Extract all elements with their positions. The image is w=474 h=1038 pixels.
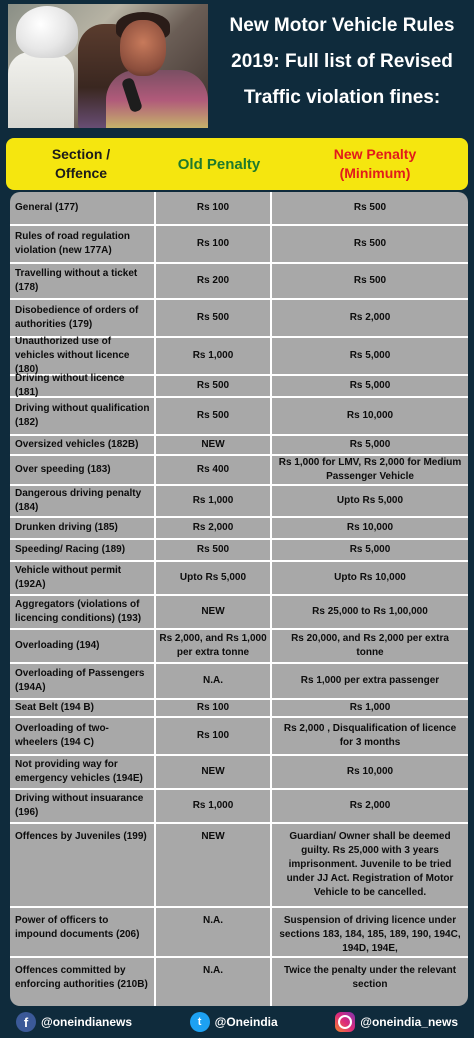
old-penalty-cell: Rs 100	[196, 238, 230, 249]
offence-cell: Driving without licence (181)	[15, 373, 125, 398]
old-penalty-cell: Rs 100	[196, 730, 230, 741]
old-penalty-cell: NEW	[201, 831, 225, 842]
offence-cell: Offences committed by enforcing authorities (210B)	[15, 965, 148, 990]
offence-cell: Seat Belt (194 B)	[15, 702, 94, 713]
table-row	[10, 562, 468, 596]
table-row	[10, 436, 468, 456]
old-penalty-cell: Rs 400	[196, 464, 230, 475]
offence-cell: Power of officers to impound documents (206)	[15, 915, 140, 940]
old-penalty-cell: Rs 500	[196, 410, 230, 421]
old-penalty-cell: Rs 2,000, and Rs 1,000 per extra tonne	[159, 633, 267, 658]
twitter-icon: t	[190, 1012, 210, 1032]
header-new-penalty: New Penalty (Minimum)	[333, 146, 417, 181]
offence-cell: Disobedience of orders of authorities (179)	[15, 305, 139, 330]
offence-cell: Travelling without a ticket (178)	[15, 268, 138, 293]
offence-cell: Not providing way for emergency vehicles (194E)	[15, 759, 143, 784]
old-penalty-cell: Rs 500	[196, 544, 230, 555]
new-penalty-cell: Rs 2,000	[349, 312, 391, 323]
table-row	[10, 300, 468, 338]
penalty-table	[10, 192, 468, 1006]
old-penalty-cell: Upto Rs 5,000	[179, 572, 247, 583]
table-row	[10, 338, 468, 376]
offence-cell: Aggregators (violations of licencing conditions) (193)	[15, 599, 142, 624]
page-title	[216, 8, 468, 116]
new-penalty-cell: Rs 5,000	[349, 350, 391, 361]
new-penalty-cell: Rs 5,000	[349, 439, 391, 450]
title-line-1: New Motor Vehicle Rules	[229, 15, 455, 36]
table-row	[10, 398, 468, 436]
new-penalty-cell: Rs 500	[353, 202, 387, 213]
new-penalty-cell: Suspension of driving licence under sections 183, 184, 185, 189, 190, 194C, 194D, 194E,	[279, 915, 461, 954]
new-penalty-cell: Twice the penalty under the relevant section	[283, 965, 457, 990]
twitter-handle[interactable]: t @Oneindia	[190, 1012, 278, 1032]
offence-cell: Rules of road regulation violation (new 177A)	[15, 231, 131, 256]
offence-cell: Oversized vehicles (182B)	[15, 439, 139, 450]
table-row	[10, 958, 468, 1000]
offence-cell: Offences by Juveniles (199)	[15, 831, 147, 842]
table-row	[10, 756, 468, 790]
old-penalty-cell: Rs 2,000	[192, 522, 234, 533]
offence-cell: Drunken driving (185)	[15, 522, 118, 533]
new-penalty-cell: Rs 10,000	[346, 522, 394, 533]
social-footer	[16, 1010, 458, 1034]
old-penalty-cell: Rs 1,000	[192, 495, 234, 506]
table-row	[10, 518, 468, 540]
header-section-offence: Section / Offence	[51, 146, 111, 181]
new-penalty-cell: Rs 500	[353, 275, 387, 286]
facebook-handle[interactable]: f @oneindianews	[16, 1012, 132, 1032]
instagram-handle[interactable]: @oneindia_news	[335, 1012, 458, 1032]
new-penalty-cell: Rs 1,000 per extra passenger	[300, 675, 440, 686]
table-row	[10, 540, 468, 562]
old-penalty-cell: Rs 200	[196, 275, 230, 286]
table-row	[10, 790, 468, 824]
offence-cell: Vehicle without permit (192A)	[15, 565, 122, 590]
old-penalty-cell: Rs 100	[196, 202, 230, 213]
offence-cell: Driving without qualification (182)	[15, 403, 150, 428]
old-penalty-cell: Rs 1,000	[192, 350, 234, 361]
table-row	[10, 700, 468, 718]
new-penalty-cell: Rs 5,000	[349, 544, 391, 555]
new-penalty-cell: Upto Rs 10,000	[334, 572, 406, 583]
old-penalty-cell: Rs 1,000	[192, 800, 234, 811]
table-row	[10, 664, 468, 700]
table-row	[10, 718, 468, 756]
table-row	[10, 373, 468, 398]
offence-cell: Dangerous driving penalty (184)	[15, 488, 142, 513]
old-penalty-cell: NEW	[201, 606, 225, 617]
offence-cell: Over speeding (183)	[15, 464, 111, 475]
table-header	[6, 138, 468, 190]
table-row	[10, 630, 468, 664]
table-row	[10, 486, 468, 518]
table-row	[10, 908, 468, 958]
offence-cell: Driving without insuarance (196)	[15, 793, 144, 818]
old-penalty-cell: Rs 500	[196, 380, 230, 391]
table-row	[10, 192, 468, 226]
new-penalty-cell: Rs 2,000 , Disqualification of licence for 3 months	[283, 723, 457, 748]
new-penalty-cell: Guardian/ Owner shall be deemed guilty. Rs 25,000 with 3 years imprisonment. Juvenile to be tried under JJ Act. Registration of Motor Vehicle to be cancelled.	[286, 831, 454, 898]
new-penalty-cell: Rs 10,000	[346, 766, 394, 777]
new-penalty-cell: Rs 1,000 for LMV, Rs 2,000 for Medium Passenger Vehicle	[278, 457, 462, 482]
offence-cell: Overloading (194)	[15, 640, 100, 651]
old-penalty-cell: Rs 100	[196, 702, 230, 713]
offence-cell: General (177)	[15, 202, 79, 213]
new-penalty-cell: Rs 25,000 to Rs 1,00,000	[312, 606, 428, 617]
offence-cell: Overloading of Passengers (194A)	[15, 668, 145, 693]
old-penalty-cell: NEW	[201, 439, 225, 450]
facebook-icon: f	[16, 1012, 36, 1032]
new-penalty-cell: Rs 20,000, and Rs 2,000 per extra tonne	[291, 633, 449, 658]
table-row	[10, 456, 468, 486]
table-row	[10, 824, 468, 908]
new-penalty-cell: Rs 500	[353, 238, 387, 249]
header-old-penalty: Old Penalty	[177, 155, 261, 173]
old-penalty-cell: N.A.	[203, 965, 223, 976]
new-penalty-cell: Upto Rs 5,000	[336, 495, 404, 506]
table-row	[10, 226, 468, 264]
instagram-icon	[335, 1012, 355, 1032]
title-line-3: Traffic violation fines:	[243, 87, 441, 108]
new-penalty-cell: Rs 2,000	[349, 800, 391, 811]
offence-cell: Speeding/ Racing (189)	[15, 544, 126, 555]
old-penalty-cell: N.A.	[203, 915, 223, 926]
header-photo	[8, 4, 208, 128]
old-penalty-cell: Rs 500	[196, 312, 230, 323]
table-row	[10, 596, 468, 630]
table-row	[10, 264, 468, 300]
title-line-2: 2019: Full list of Revised	[231, 51, 453, 72]
new-penalty-cell: Rs 1,000	[349, 702, 391, 713]
new-penalty-cell: Rs 5,000	[349, 380, 391, 391]
new-penalty-cell: Rs 10,000	[346, 410, 394, 421]
offence-cell: Unauthorized use of vehicles without licence (180)	[15, 336, 130, 375]
offence-cell: Overloading of two-wheelers (194 C)	[15, 723, 109, 748]
old-penalty-cell: NEW	[201, 766, 225, 777]
old-penalty-cell: N.A.	[203, 675, 223, 686]
